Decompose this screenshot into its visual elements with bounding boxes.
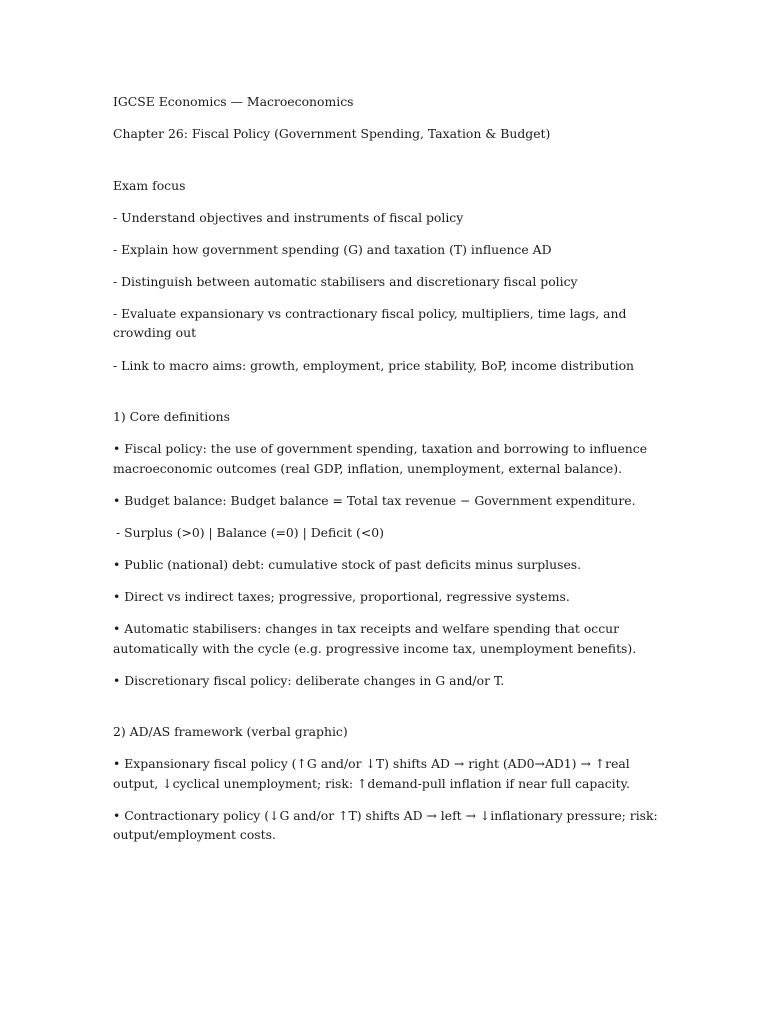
definition-subitem: - Surplus (>0) | Balance (=0) | Deficit (<0) — [116, 524, 384, 540]
document-page — [113, 92, 658, 845]
definition-item: • Automatic stabilisers: changes in tax receipts and welfare spending that occur automatically with the cycle (e.g. progressive income tax, unemployment benefits). — [113, 621, 637, 656]
exam-focus-item: - Evaluate expansionary vs contractionary fiscal policy, multipliers, time lags, and crowding out — [113, 305, 627, 341]
definition-item: • Public (national) debt: cumulative stock of past deficits minus surpluses. — [113, 556, 582, 572]
definition-item: • Discretionary fiscal policy: deliberate changes in G and/or T. — [113, 672, 505, 688]
section-heading-ad-as-framework: 2) AD/AS framework (verbal graphic) — [113, 724, 348, 740]
exam-focus-heading: Exam focus — [113, 177, 186, 193]
framework-item: • Contractionary policy (↓G and/or ↑T) shifts AD → left → ↓inflationary pressure; risk: output/employment costs. — [113, 807, 658, 843]
course-title: IGCSE Economics — Macroeconomics — [113, 94, 354, 109]
chapter-title: Chapter 26: Fiscal Policy (Government Spending, Taxation & Budget) — [113, 126, 551, 142]
exam-focus-item: - Explain how government spending (G) and taxation (T) influence AD — [113, 241, 552, 257]
definition-item: • Direct vs indirect taxes; progressive, proportional, regressive systems. — [113, 589, 570, 605]
definition-item: • Fiscal policy: the use of government spending, taxation and borrowing to influence macroeconomic outcomes (real GDP, inflation, unemployment, external balance). — [113, 441, 648, 476]
definition-item: • Budget balance: Budget balance = Total tax revenue − Government expenditure. — [113, 492, 636, 508]
exam-focus-item: - Understand objectives and instruments of fiscal policy — [113, 209, 464, 225]
framework-item: • Expansionary fiscal policy (↑G and/or ↓T) shifts AD → right (AD0→AD1) → ↑real output, ↓cyclical unemployment; risk: ↑demand-pull inflation if near full capacity. — [113, 756, 630, 791]
section-heading-core-definitions: 1) Core definitions — [113, 409, 231, 425]
exam-focus-item: - Distinguish between automatic stabilisers and discretionary fiscal policy — [113, 273, 578, 289]
exam-focus-item: - Link to macro aims: growth, employment, price stability, BoP, income distribution — [113, 357, 635, 373]
